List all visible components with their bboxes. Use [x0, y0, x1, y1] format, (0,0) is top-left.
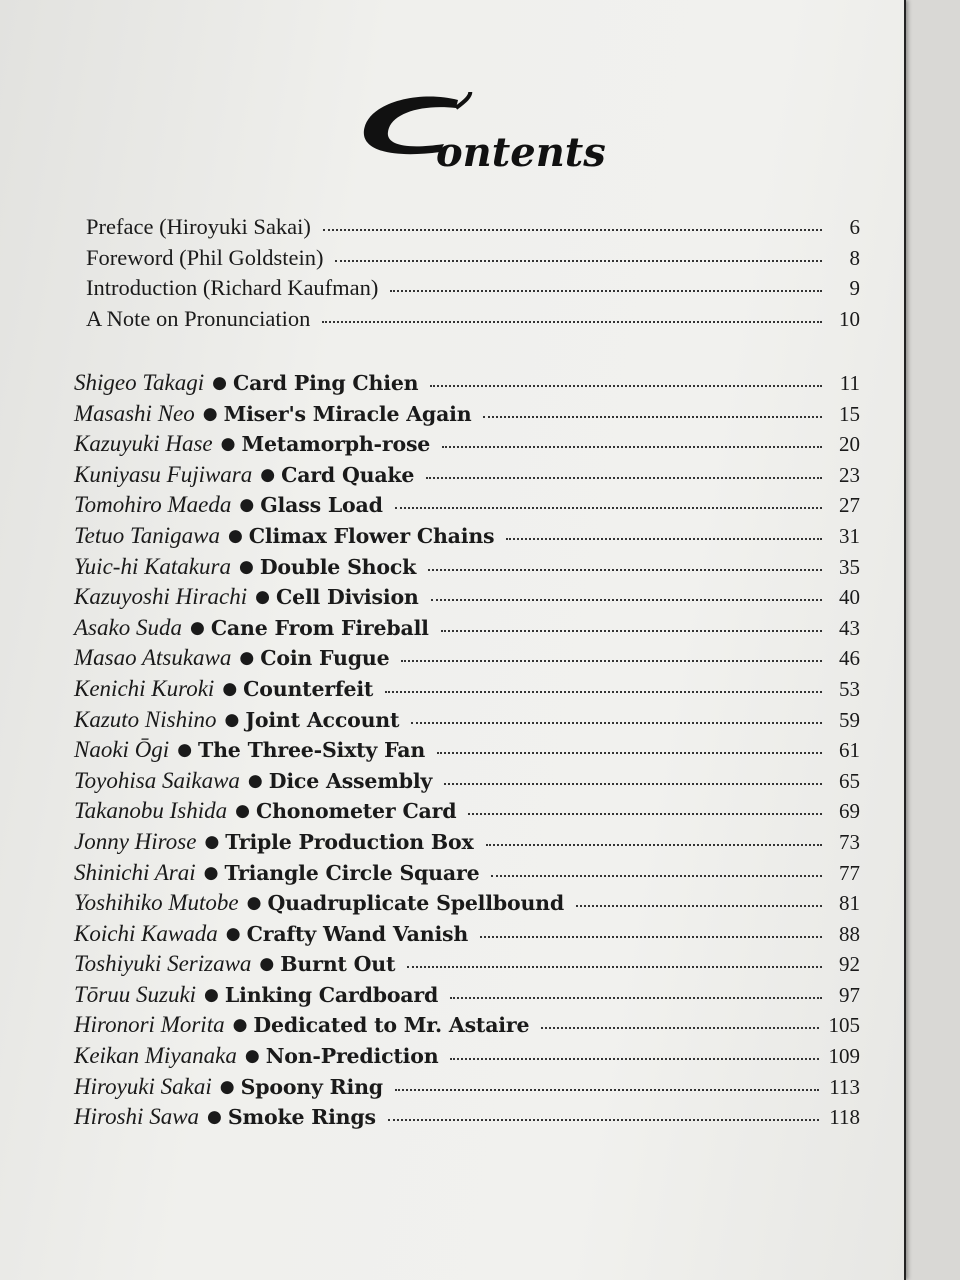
page-number: 8: [849, 245, 860, 270]
contents-entry[interactable]: [74, 707, 860, 738]
dot-leader: [401, 660, 822, 662]
entry-author: Takanobu Ishida: [74, 798, 228, 824]
bullet-icon: ●: [235, 801, 250, 822]
page-number: 61: [839, 738, 860, 763]
entry-author: Keikan Miyanaka: [74, 1043, 237, 1069]
contents-entry[interactable]: [74, 584, 860, 615]
entry-author: Toshiyuki Serizawa: [74, 951, 252, 977]
entry-title: Crafty Wand Vanish: [246, 921, 469, 946]
page-number: 20: [839, 432, 860, 457]
entry-title: Cane From Fireball: [210, 615, 429, 640]
entry-author: Hiroshi Sawa: [74, 1104, 200, 1130]
page-number: 109: [828, 1044, 860, 1069]
dot-leader: [491, 875, 822, 877]
entry-title: Smoke Rings: [227, 1105, 376, 1130]
dot-leader: [335, 260, 822, 262]
page-number: 113: [829, 1074, 860, 1099]
page-number: 77: [839, 860, 860, 885]
bullet-icon: ●: [207, 1107, 222, 1128]
contents-entry[interactable]: [74, 890, 860, 921]
page-number: 43: [839, 615, 860, 640]
bullet-icon: ●: [189, 617, 205, 638]
contents-entry[interactable]: [74, 431, 860, 462]
page-number: 40: [839, 585, 860, 610]
entry-title: Joint Account: [245, 707, 400, 732]
contents-entry[interactable]: [74, 1043, 860, 1074]
entry-author: Kazuyuki Hase: [74, 431, 213, 457]
bullet-icon: ●: [239, 495, 255, 516]
page-number: 92: [839, 952, 860, 977]
page-number: 105: [828, 1013, 860, 1038]
page-number: 6: [849, 215, 860, 239]
contents-entry[interactable]: [74, 462, 860, 493]
front-matter-row[interactable]: [86, 245, 860, 276]
page-number: 118: [829, 1105, 860, 1130]
dot-leader: [428, 569, 822, 571]
entry-title: Non-Prediction: [265, 1044, 439, 1069]
page-number: 15: [839, 401, 860, 426]
dot-leader: [411, 722, 822, 724]
page-number: 53: [839, 676, 860, 701]
entry-title: Dedicated to Mr. Astaire: [253, 1013, 530, 1038]
dot-leader: [431, 599, 822, 601]
contents-entry[interactable]: [74, 401, 860, 432]
entry-author: Tomohiro Maeda: [74, 492, 232, 518]
dot-leader: [385, 691, 822, 693]
dot-leader: [441, 630, 822, 632]
bullet-icon: ●: [246, 893, 262, 914]
page-title: [360, 92, 640, 182]
entry-author: Toyohisa Saikawa: [74, 767, 240, 793]
entry-title: Card Ping Chien: [232, 371, 419, 395]
entry-title: Glass Load: [260, 493, 383, 518]
front-matter-label: Foreword (Phil Goldstein): [86, 244, 324, 270]
entry-author: Kazuyoshi Hirachi: [74, 584, 248, 610]
dot-leader: [430, 385, 822, 387]
contents-entry[interactable]: [74, 492, 860, 523]
dot-leader: [506, 538, 822, 540]
entry-title: Chonometer Card: [255, 799, 457, 824]
front-matter-label: A Note on Pronunciation: [86, 305, 311, 331]
dot-leader: [395, 1089, 819, 1091]
entry-author: Hiroyuki Sakai: [74, 1073, 212, 1099]
entry-author: Naoki Ōgi: [74, 737, 170, 763]
dot-leader: [322, 321, 822, 323]
bullet-icon: ●: [244, 1046, 260, 1067]
dot-leader: [388, 1119, 819, 1121]
contents-entry[interactable]: [74, 798, 860, 829]
page-number: 59: [839, 707, 860, 732]
page-number: 35: [839, 554, 860, 579]
entry-author: Yuic-hi Katakura: [74, 553, 231, 579]
bullet-icon: ●: [259, 954, 275, 975]
entry-author: Yoshihiko Mutobe: [74, 890, 239, 916]
front-matter-row[interactable]: [86, 214, 860, 245]
entry-title: Quadruplicate Spellbound: [267, 891, 564, 916]
bullet-icon: ●: [203, 862, 219, 883]
dot-leader: [426, 477, 822, 479]
entry-author: Shinichi Arai: [74, 859, 196, 885]
page-number: 31: [839, 523, 860, 548]
dot-leader: [480, 936, 822, 938]
bullet-icon: ●: [227, 525, 243, 546]
bullet-icon: ●: [232, 1015, 248, 1036]
page-number: 10: [839, 306, 860, 331]
contents-entry[interactable]: [74, 1012, 860, 1043]
dot-leader: [576, 905, 822, 907]
page-number: 69: [839, 799, 860, 824]
bullet-icon: ●: [220, 434, 236, 455]
entry-title: Counterfeit: [243, 676, 374, 701]
entry-author: Tetuo Tanigawa: [74, 522, 220, 548]
page-number: 27: [839, 493, 860, 518]
entry-title: Miser's Miracle Again: [223, 401, 472, 426]
bullet-icon: ●: [224, 709, 240, 730]
entry-author: Tōruu Suzuki: [74, 981, 197, 1007]
dot-leader: [442, 446, 822, 448]
front-matter-label: Preface (Hiroyuki Sakai): [86, 214, 311, 239]
contents-entry[interactable]: [74, 676, 860, 707]
page-number: 23: [839, 462, 860, 487]
front-matter-row[interactable]: [86, 275, 860, 306]
page-number: 11: [839, 371, 860, 395]
front-matter-label: Introduction (Richard Kaufman): [86, 275, 379, 300]
page-number: 88: [839, 921, 860, 946]
entry-title: Burnt Out: [280, 952, 396, 977]
bullet-icon: ●: [204, 831, 220, 852]
entry-author: Kenichi Kuroki: [74, 675, 215, 701]
dot-leader: [541, 1027, 818, 1029]
contents-entry[interactable]: [74, 951, 860, 982]
entry-author: Kuniyasu Fujiwara: [74, 461, 253, 487]
entry-title: Cell Division: [275, 585, 419, 610]
front-matter-row[interactable]: [86, 306, 860, 337]
dot-leader: [450, 1058, 818, 1060]
bullet-icon: ●: [239, 648, 255, 669]
bullet-icon: ●: [247, 770, 263, 791]
bullet-icon: ●: [225, 923, 241, 944]
dot-leader: [468, 813, 822, 815]
page-number: 9: [849, 276, 860, 300]
page-edge: [904, 0, 906, 1280]
dot-leader: [486, 844, 822, 846]
entry-title: Triangle Circle Square: [224, 860, 480, 885]
bullet-icon: ●: [219, 1076, 235, 1097]
entry-title: Linking Cardboard: [224, 982, 439, 1007]
contents-entry[interactable]: [74, 829, 860, 860]
bullet-icon: ●: [238, 556, 254, 577]
entry-title: Spoony Ring: [240, 1074, 383, 1099]
dot-leader: [483, 416, 822, 418]
contents-entry[interactable]: [74, 523, 860, 554]
dot-leader: [437, 752, 822, 754]
entry-author: Jonny Hirose: [74, 828, 197, 854]
entry-author: Koichi Kawada: [74, 920, 218, 946]
entry-author: Kazuto Nishino: [74, 706, 217, 732]
contents-entry[interactable]: [74, 1074, 860, 1105]
entry-author: Masao Atsukawa: [74, 645, 232, 671]
bullet-icon: ●: [255, 587, 270, 608]
entry-author: Asako Suda: [74, 614, 182, 640]
entry-author: Shigeo Takagi: [74, 370, 205, 395]
bullet-icon: ●: [212, 373, 227, 393]
bullet-icon: ●: [177, 740, 193, 761]
entry-author: Masashi Neo: [74, 400, 195, 426]
bullet-icon: ●: [222, 678, 238, 699]
contents-entry[interactable]: [74, 768, 860, 799]
page-number: 73: [839, 829, 860, 854]
contents-entry[interactable]: [74, 645, 860, 676]
page-number: 81: [839, 891, 860, 916]
dot-leader: [323, 229, 822, 231]
front-matter-list: [86, 214, 860, 336]
page-number: 46: [839, 646, 860, 671]
entry-title: Metamorph-rose: [241, 432, 431, 457]
dot-leader: [407, 966, 822, 968]
entry-title: Coin Fugue: [260, 646, 390, 671]
entry-title: Climax Flower Chains: [248, 523, 495, 548]
contents-entry[interactable]: [74, 615, 860, 646]
contents-entry[interactable]: [74, 737, 860, 768]
contents-title-graphic: [360, 92, 640, 182]
bullet-icon: ●: [202, 403, 218, 424]
page-number: 97: [839, 982, 860, 1007]
title-text: ontents: [436, 129, 606, 176]
bullet-icon: ●: [204, 984, 219, 1005]
dot-leader: [444, 783, 822, 785]
entry-title: The Three-Sixty Fan: [198, 738, 426, 763]
contents-entry[interactable]: [74, 370, 860, 401]
entry-author: Hironori Morita: [74, 1012, 225, 1038]
dot-leader: [390, 290, 822, 292]
contents-entry[interactable]: [74, 554, 860, 585]
entry-title: Double Shock: [259, 554, 417, 579]
contents-list: [74, 370, 860, 1135]
entry-title: Card Quake: [281, 462, 415, 487]
contents-entry[interactable]: [74, 921, 860, 952]
contents-entry[interactable]: [74, 860, 860, 891]
dot-leader: [395, 507, 822, 509]
entry-title: Dice Assembly: [268, 768, 433, 793]
page-number: 65: [839, 768, 860, 793]
bullet-icon: ●: [260, 464, 276, 485]
contents-entry[interactable]: [74, 1104, 860, 1135]
dot-leader: [450, 997, 822, 999]
entry-title: Triple Production Box: [225, 829, 474, 854]
contents-entry[interactable]: [74, 982, 860, 1013]
